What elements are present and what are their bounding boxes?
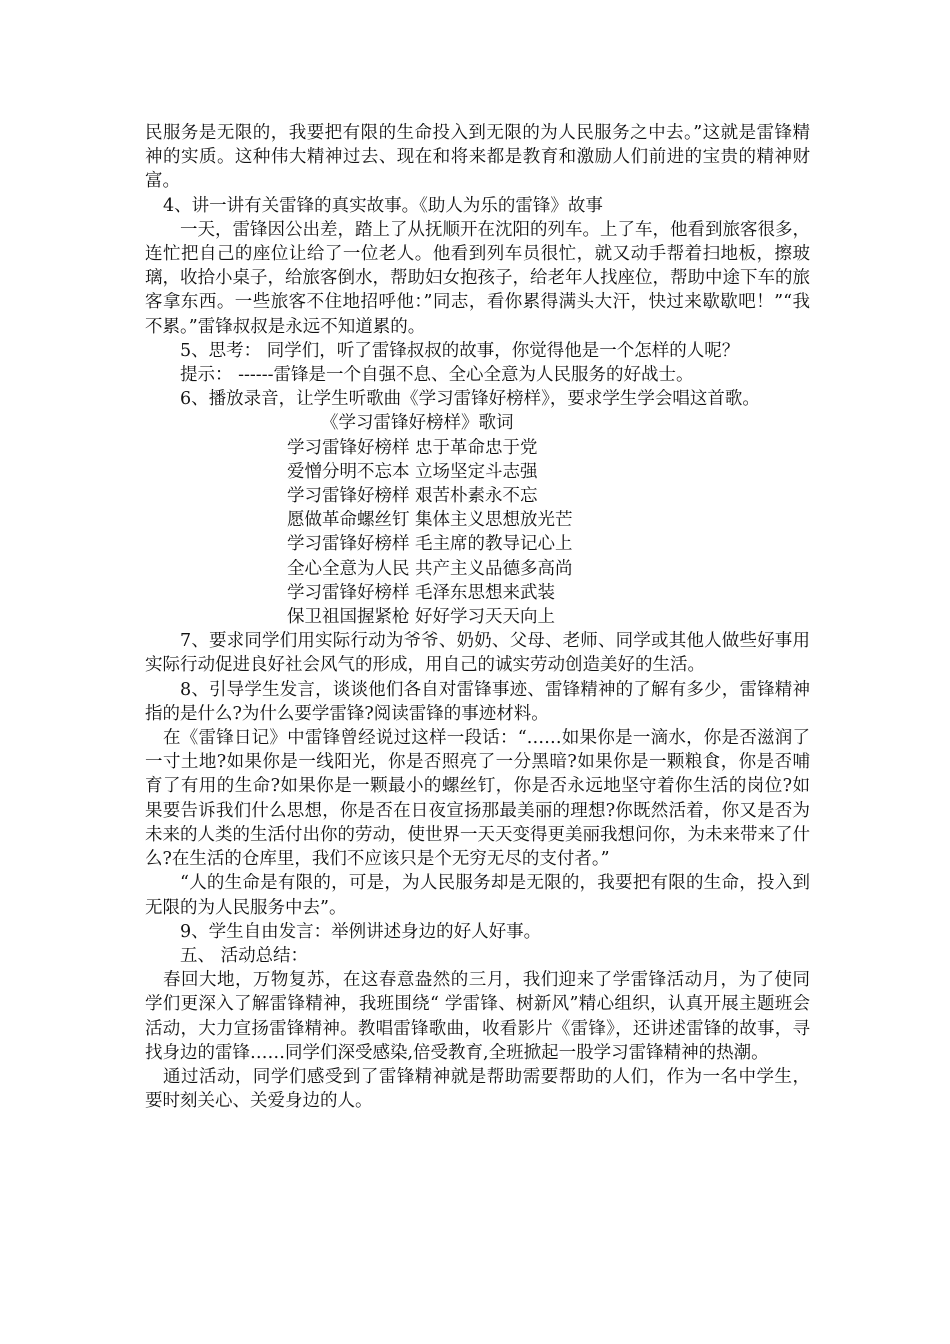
song-line: 愿做革命螺丝钉 集体主义思想放光芒 [287,510,573,531]
song-line: 保卫祖国握紧枪 好好学习天天向上 [287,607,556,628]
story-paragraph: 一天，雷锋因公出差，踏上了从抚顺开在沈阳的列车。上了车，他看到旅客很多，连忙把自己的座位让给了一位老人。他看到列车员很忙，就又动手帮着扫地板，擦玻璃，收拾小桌子，给旅客倒水，帮助妇女抱孩子，给老年人找座位，帮助中途下车的旅客拿东西。一些旅客不住地招呼他：”同志，看你累得满头大汗，快过来歇歇吧！”“我不累。”雷锋叔叔是永远不知道累的。 [145,219,810,337]
paragraph-spirit-essence: 民服务是无限的，我要把有限的生命投入到无限的为人民服务之中去。”这就是雷锋精神的实质。这种伟大精神过去、现在和将来都是教育和激励人们前进的宝贵的精神财富。 [145,123,810,192]
item-5-question: 5、思考： 同学们，听了雷锋叔叔的故事，你觉得他是一个怎样的人呢？ [180,340,740,361]
item-4-heading: 4、讲一讲有关雷锋的真实故事。《助人为乐的雷锋》故事 [163,195,603,216]
diary-quote-paragraph: 在《雷锋日记》中雷锋曾经说过这样一段话：“……如果你是一滴水，你是否滋润了一寸土地?如果你是一线阳光，你是否照亮了一分黑暗?如果你是一颗粮食，你是否哺育了有用的生命?如果你是一颗最小的螺丝钉，你是否永远地坚守着你生活的岗位?如果要告诉我们什么思想，你是否在日夜宣扬那最美丽的理想?你既然活着，你又是否为未来的人类的生活付出你的劳动，使世界一天天变得更美丽我想问你，为未来带来了什么?在生活的仓库里，我们不应该只是个无穷无尽的支付者。” [145,728,810,870]
item-7-paragraph: 7、要求同学们用实际行动为爷爷、奶奶、父母、老师、同学或其他人做些好事用实际行动促进良好社会风气的形成，用自己的诚实劳动创造美好的生活。 [145,631,810,676]
item-9-paragraph: 9、学生自由发言：举例讲述身边的好人好事。 [180,921,542,942]
song-title: 《学习雷锋好榜样》歌词 [321,413,514,434]
song-line: 学习雷锋好榜样 毛主席的教导记心上 [287,534,573,555]
song-line: 学习雷锋好榜样 忠于革命忠于党 [287,437,538,458]
life-quote-paragraph: “人的生命是有限的，可是，为人民服务却是无限的，我要把有限的生命，投入到无限的为人民服务中去”。 [145,873,810,918]
song-line: 爱憎分明不忘本 立场坚定斗志强 [287,461,538,482]
document-page [145,121,810,1113]
summary-paragraph: 春回大地，万物复苏，在这春意盎然的三月，我们迎来了学雷锋活动月，为了使同学们更深入了解雷锋精神，我班围绕“ 学雷锋、树新风”精心组织，认真开展主题班会活动，大力宣扬雷锋精神。教唱雷锋歌曲，收看影片《雷锋》，还讲述雷锋的故事，寻找身边的雷锋……同学们深受感染,倍受教育,全班掀起一股学习雷锋精神的热潮。 [145,970,810,1063]
section-5-heading: 五、 活动总结： [180,945,309,966]
item-6-instruction: 6、播放录音，让学生听歌曲《学习雷锋好榜样》，要求学生学会唱这首歌。 [180,389,760,410]
conclusion-paragraph: 通过活动，同学们感受到了雷锋精神就是帮助需要帮助的人们，作为一名中学生，要时刻关心、关爱身边的人。 [145,1066,810,1112]
song-line: 学习雷锋好榜样 毛泽东思想来武装 [287,582,556,603]
item-8-paragraph: 8、引导学生发言，谈谈他们各自对雷锋事迹、雷锋精神的了解有多少，雷锋精神指的是什么?为什么要学雷锋?阅读雷锋的事迹材料。 [145,679,810,724]
song-line: 学习雷锋好榜样 艰苦朴素永不忘 [287,486,538,507]
song-line: 全心全意为人民 共产主义品德多高尚 [287,558,573,579]
hint-line: 提示： ------雷锋是一个自强不息、全心全意为人民服务的好战士。 [180,365,694,386]
